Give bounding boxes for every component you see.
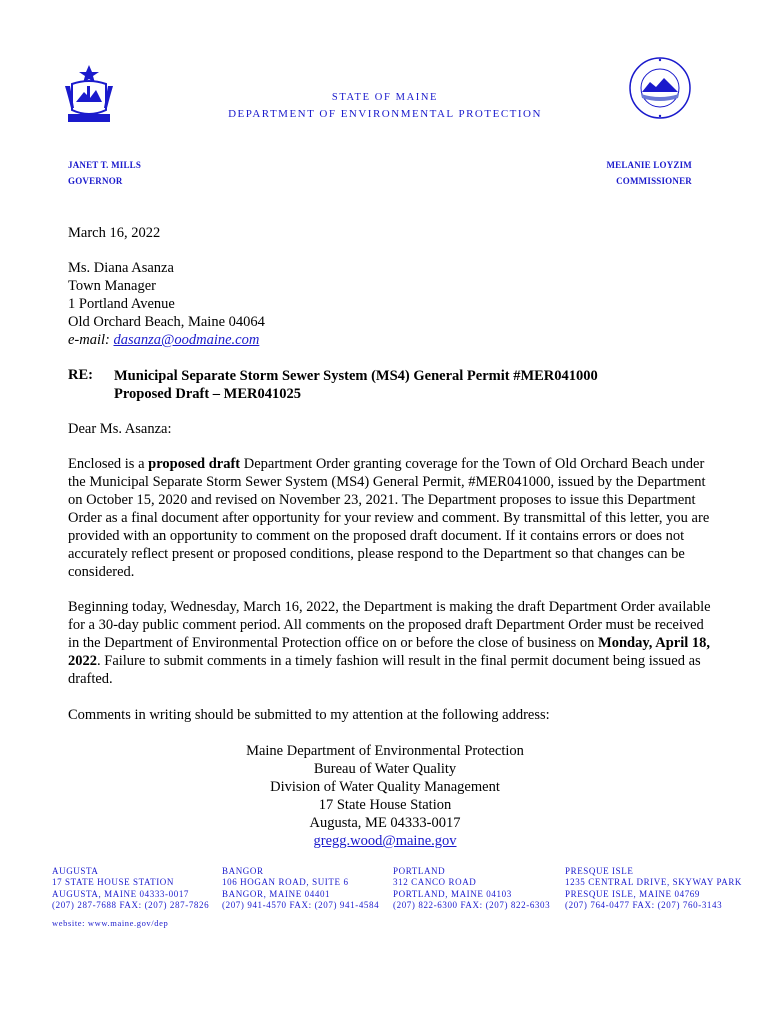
address-email-link[interactable]: gregg.wood@maine.gov bbox=[313, 833, 457, 849]
recipient-title: Town Manager bbox=[68, 278, 156, 294]
office-street: 312 CANCO ROAD bbox=[393, 877, 477, 888]
p2-bold-deadline: Monday, April 18, 2022 bbox=[68, 635, 711, 669]
email-label: e-mail: bbox=[68, 332, 114, 348]
re-subject bbox=[114, 367, 598, 403]
commissioner-name: MELANIE LOYZIM bbox=[606, 160, 692, 170]
address-line-4: 17 State House Station bbox=[318, 797, 452, 813]
department-heading: DEPARTMENT OF ENVIRONMENTAL PROTECTION bbox=[228, 108, 542, 120]
office-citystate: BANGOR, MAINE 04401 bbox=[222, 888, 331, 899]
office-phone: (207) 941-4570 FAX: (207) 941-4584 bbox=[222, 899, 380, 910]
footer-office-bangor bbox=[222, 866, 379, 911]
recipient-city: Old Orchard Beach, Maine 04064 bbox=[68, 314, 265, 330]
re-line-2: Proposed Draft – MER041025 bbox=[114, 386, 302, 402]
governor-title: GOVERNOR bbox=[68, 176, 123, 186]
re-line-1: Municipal Separate Storm Sewer System (MS4) General Permit #MER041000 bbox=[114, 368, 598, 384]
letter-date: March 16, 2022 bbox=[68, 225, 161, 241]
address-line-3: Division of Water Quality Management bbox=[270, 779, 500, 795]
recipient-email-link[interactable]: dasanza@oodmaine.com bbox=[113, 332, 260, 348]
state-heading: STATE OF MAINE bbox=[331, 92, 439, 103]
office-city: PORTLAND bbox=[393, 866, 446, 876]
address-line-1: Maine Department of Environmental Protection bbox=[246, 743, 524, 759]
paragraph-3: Comments in writing should be submitted to my attention at the following address: bbox=[68, 707, 550, 723]
commissioner-title: COMMISSIONER bbox=[616, 176, 692, 186]
address-line-5: Augusta, ME 04333-0017 bbox=[309, 815, 461, 831]
salutation: Dear Ms. Asanza: bbox=[68, 421, 172, 437]
mailing-address bbox=[0, 742, 770, 850]
office-citystate: PRESQUE ISLE, MAINE 04769 bbox=[565, 888, 701, 899]
footer-office-presque-isle bbox=[565, 866, 742, 911]
p1-bold: proposed draft bbox=[148, 456, 241, 472]
recipient-name: Ms. Diana Asanza bbox=[68, 260, 174, 276]
governor-name: JANET T. MILLS bbox=[68, 160, 142, 170]
office-citystate: AUGUSTA, MAINE 04333-0017 bbox=[52, 888, 190, 899]
office-phone: (207) 287-7688 FAX: (207) 287-7826 bbox=[52, 899, 210, 910]
paragraph-1 bbox=[68, 455, 718, 581]
office-street: 1235 CENTRAL DRIVE, SKYWAY PARK bbox=[565, 877, 743, 888]
office-citystate: PORTLAND, MAINE 04103 bbox=[393, 888, 512, 899]
p2-text-start: Beginning today, Wednesday, March 16, 2022, the Department is making the draft Department Order available for a 30-day public comment period. All comments on the proposed draft Department Order must be received in the Department of Environmental Protection office on or before the close of business on bbox=[68, 599, 711, 651]
p1-text-end: Department Order granting coverage for the Town of Old Orchard Beach under the Municipal Separate Storm Sewer System (MS4) General Permit, #MER041000, issued by the Department on October 15, 2020 and revised on November 23, 2021. The Department proposes to issue this Department Order as a final document after opportunity for your review and comment. By transmittal of this letter, you are provided with an opportunity to comment on the proposed draft document. If it contains errors or does not accurately reflect present or proposed conditions, please respond to the Department so that changes can be considered. bbox=[68, 456, 710, 580]
footer-office-portland bbox=[393, 866, 550, 911]
office-street: 17 STATE HOUSE STATION bbox=[52, 877, 175, 888]
recipient-block bbox=[68, 259, 265, 349]
re-label: RE: bbox=[68, 367, 93, 383]
office-city: PRESQUE ISLE bbox=[565, 866, 634, 876]
p2-text-end: . Failure to submit comments in a timely fashion will result in the final permit document being issued as drafted. bbox=[68, 653, 701, 687]
office-phone: (207) 822-6300 FAX: (207) 822-6303 bbox=[393, 899, 551, 910]
office-city: BANGOR bbox=[222, 866, 264, 876]
paragraph-2 bbox=[68, 598, 718, 688]
recipient-email-line bbox=[68, 331, 265, 349]
footer-website[interactable]: website: www.maine.gov/dep bbox=[52, 918, 169, 928]
office-city: AUGUSTA bbox=[52, 866, 99, 876]
recipient-street: 1 Portland Avenue bbox=[68, 296, 175, 312]
office-phone: (207) 764-0477 FAX: (207) 760-3143 bbox=[565, 899, 723, 910]
address-line-2: Bureau of Water Quality bbox=[313, 761, 457, 777]
office-street: 106 HOGAN ROAD, SUITE 6 bbox=[222, 877, 349, 888]
footer-office-augusta bbox=[52, 866, 209, 911]
p1-text-start: Enclosed is a bbox=[68, 456, 149, 472]
